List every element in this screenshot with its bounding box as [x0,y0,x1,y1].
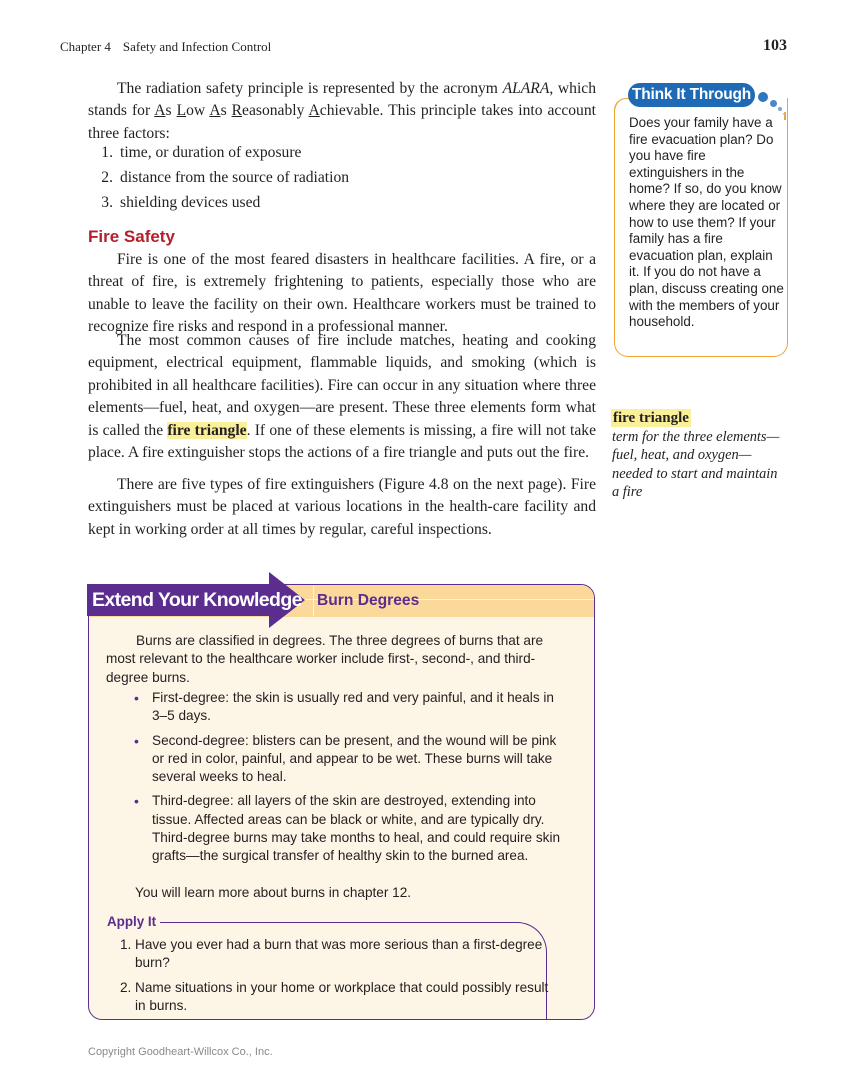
alara-text-mid: , which stands for [88,80,597,120]
burn-degree-list [134,689,564,872]
decorative-dot-icon [758,92,768,102]
list-item: 2. Name situations in your home or workplace that could possibly result in burns. [120,979,549,1013]
decorative-dot-icon [778,107,782,111]
extend-your-knowledge-label: Extend Your Knowledge [92,589,302,611]
apply-it-list [108,936,558,1021]
fire-safety-paragraph-1: Fire is one of the most feared disasters in healthcare facilities. A fire, or a threat of fire, is extremely frightening to patients, especially those who are unable to leave the facility on their own. Healthcare workers must be trained to recognize fire risks and respond in a professional manner. [88,251,596,336]
alara-text-start: The radiation safety principle is represented by the acronym [117,80,503,97]
section-heading-fire-safety: Fire Safety [88,227,175,246]
learn-more-note: You will learn more about burns in chapter 12. [135,885,412,900]
glossary-term: fire triangle [613,410,689,426]
alara-word: As [154,102,172,120]
list-item: 1. Have you ever had a burn that was more serious than a first-degree burn? [120,937,543,971]
header-divider [313,586,314,616]
fire-safety-paragraph-2: The most common causes of fire include matches, heating and cooking equipment, electrical equipment, flammable liquids, and smoking (which is prohibited in all healthcare facilities). Fire can occur in any situation where three elements—fuel, heat, and oxygen—are present. These three elements form what is called the fire triangle. If one of these elements is missing, a fire will not take place. A fire extinguisher stops the actions of a fire triangle and puts out the fire. [88,332,597,462]
burn-intro-paragraph: Burns are classified in degrees. The three degrees of burns that are most relevant to the healthcare worker include first-, second-, and third-degree burns. [106,633,544,685]
alara-word: Achievable [308,102,380,120]
alara-factor-list [88,142,349,217]
apply-it-label: Apply It [107,914,157,929]
chapter-number: Chapter 4 [60,39,111,54]
decorative-dot-icon [770,100,777,107]
think-it-through-text: Does your family have a fire evacuation plan? Do you have fire extinguishers in the home? If so, do you know where they are located or how to use them? If your family has a fire evacuation plan, explain it. If you do not have a plan, discuss creating one with the members of your household. [629,115,784,330]
list-item: 2. distance from the source of radiation [101,169,350,186]
copyright-notice: Copyright Goodheart-Willcox Co., Inc. [88,1046,273,1058]
alara-word: Low [176,102,206,120]
alara-paragraph [88,78,596,145]
alara-word: Reasonably [231,102,305,120]
list-item: • Third-degree: all layers of the skin are destroyed, extending into tissue. Affected areas can be black or white, and are typically dry. Third-degree burns may take months to heal, and could require skin grafts—the surgical transfer of healthy skin to the burned area. [134,792,564,865]
page-number: 103 [763,37,787,54]
chapter-title: Safety and Infection Control [122,39,272,54]
list-item: 1. time, or duration of exposure [101,144,302,161]
running-head [60,39,271,55]
fire-safety-paragraph-3: There are five types of fire extinguishers (Figure 4.8 on the next page). Fire extinguishers must be placed at various locations in the health-care facility and kept in working order at all times by regular, careful inspections. [88,476,596,538]
list-item: • Second-degree: blisters can be present, and the wound will be pink or red in color, painful, and appear to be wet. These burns will take several weeks to heal. [134,732,564,787]
alara-word: As [209,102,227,120]
box-title: Burn Degrees [317,592,420,609]
glossary-definition: term for the three elements—fuel, heat, and oxygen—needed to start and maintain a fire [612,429,780,500]
list-item: • First-degree: the skin is usually red and very painful, and it heals in 3–5 days. [134,689,564,726]
key-term-fire-triangle[interactable]: fire triangle [167,421,247,439]
think-it-through-label: Think It Through [628,83,755,107]
list-item: 3. shielding devices used [101,194,261,211]
alara-text-end: . This principle takes into account three factors: [88,102,596,142]
alara-acronym: ALARA [502,80,550,97]
